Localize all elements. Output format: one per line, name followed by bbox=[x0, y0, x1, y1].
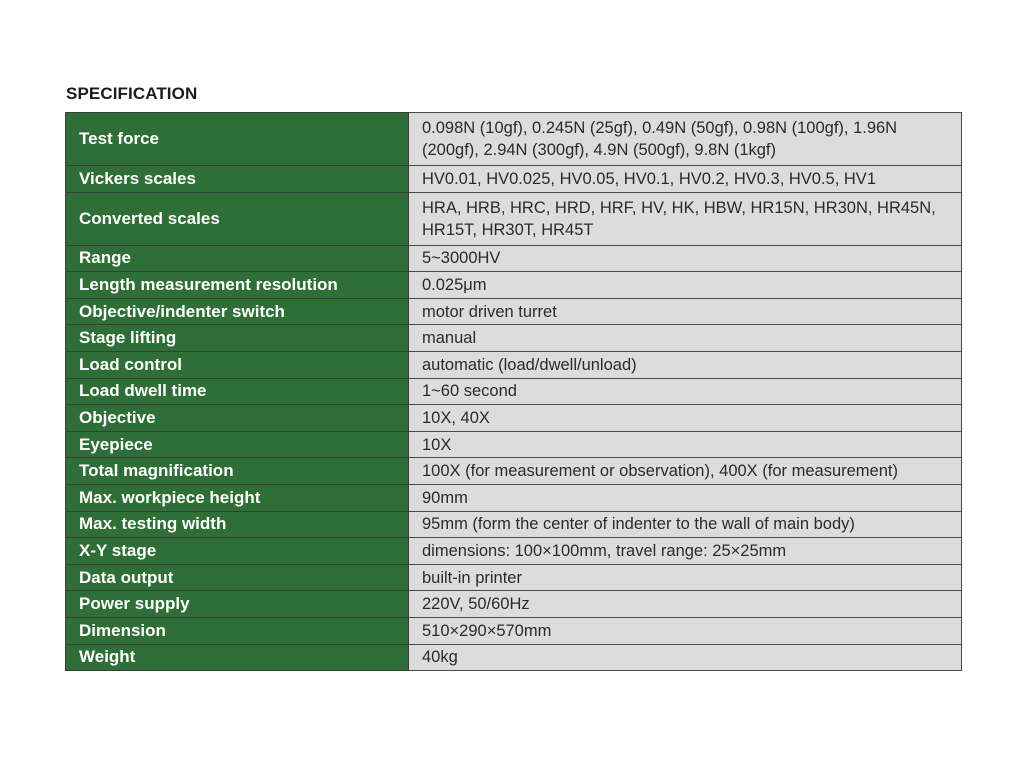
page-title: SPECIFICATION bbox=[66, 84, 198, 103]
spec-value: 5~3000HV bbox=[409, 245, 962, 272]
spec-label: Dimension bbox=[66, 617, 409, 644]
table-row bbox=[66, 378, 962, 405]
table-row bbox=[66, 431, 962, 458]
table-row bbox=[66, 405, 962, 432]
table-row bbox=[66, 351, 962, 378]
spec-label: Objective/indenter switch bbox=[66, 298, 409, 325]
table-row bbox=[66, 272, 962, 299]
spec-value: 510×290×570mm bbox=[409, 617, 962, 644]
spec-label: Vickers scales bbox=[66, 166, 409, 193]
spec-value: built-in printer bbox=[409, 564, 962, 591]
spec-label: Converted scales bbox=[66, 192, 409, 245]
table-row bbox=[66, 564, 962, 591]
spec-label: Load dwell time bbox=[66, 378, 409, 405]
table-row bbox=[66, 484, 962, 511]
spec-value: dimensions: 100×100mm, travel range: 25×25mm bbox=[409, 538, 962, 565]
spec-label: Length measurement resolution bbox=[66, 272, 409, 299]
spec-value: 10X bbox=[409, 431, 962, 458]
spec-value: 95mm (form the center of indenter to the wall of main body) bbox=[409, 511, 962, 538]
table-row bbox=[66, 245, 962, 272]
spec-value: 10X, 40X bbox=[409, 405, 962, 432]
spec-label: Max. testing width bbox=[66, 511, 409, 538]
spec-label: Objective bbox=[66, 405, 409, 432]
table-row bbox=[66, 298, 962, 325]
spec-value: HV0.01, HV0.025, HV0.05, HV0.1, HV0.2, HV0.3, HV0.5, HV1 bbox=[409, 166, 962, 193]
spec-label: Data output bbox=[66, 564, 409, 591]
table-row bbox=[66, 644, 962, 671]
spec-label: Total magnification bbox=[66, 458, 409, 485]
table-row bbox=[66, 591, 962, 618]
spec-value: 0.098N (10gf), 0.245N (25gf), 0.49N (50gf), 0.98N (100gf), 1.96N (200gf), 2.94N (300gf), 4.9N (500gf), 9.8N (1kgf) bbox=[409, 113, 962, 166]
spec-label: Stage lifting bbox=[66, 325, 409, 352]
table-row bbox=[66, 458, 962, 485]
spec-label: Power supply bbox=[66, 591, 409, 618]
spec-label: Range bbox=[66, 245, 409, 272]
spec-label: Test force bbox=[66, 113, 409, 166]
spec-value: motor driven turret bbox=[409, 298, 962, 325]
spec-value: 100X (for measurement or observation), 400X (for measurement) bbox=[409, 458, 962, 485]
spec-label: X-Y stage bbox=[66, 538, 409, 565]
spec-value: 1~60 second bbox=[409, 378, 962, 405]
table-row bbox=[66, 538, 962, 565]
table-row bbox=[66, 166, 962, 193]
spec-value: 90mm bbox=[409, 484, 962, 511]
specification-table bbox=[65, 112, 962, 671]
spec-value: automatic (load/dwell/unload) bbox=[409, 351, 962, 378]
spec-label: Max. workpiece height bbox=[66, 484, 409, 511]
spec-value: manual bbox=[409, 325, 962, 352]
table-row bbox=[66, 113, 962, 166]
spec-label: Load control bbox=[66, 351, 409, 378]
table-row bbox=[66, 511, 962, 538]
spec-label: Eyepiece bbox=[66, 431, 409, 458]
spec-label: Weight bbox=[66, 644, 409, 671]
table-row bbox=[66, 192, 962, 245]
spec-value: HRA, HRB, HRC, HRD, HRF, HV, HK, HBW, HR15N, HR30N, HR45N, HR15T, HR30T, HR45T bbox=[409, 192, 962, 245]
spec-value: 40kg bbox=[409, 644, 962, 671]
spec-value: 0.025μm bbox=[409, 272, 962, 299]
table-row bbox=[66, 617, 962, 644]
spec-value: 220V, 50/60Hz bbox=[409, 591, 962, 618]
table-row bbox=[66, 325, 962, 352]
